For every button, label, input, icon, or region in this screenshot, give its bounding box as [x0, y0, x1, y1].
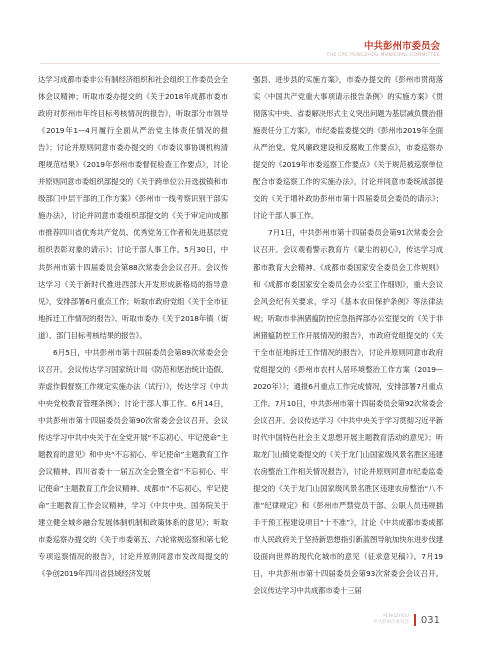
footer-brand-line1: PENGZHOU [383, 614, 409, 619]
header-subtitle: THE CPC PENGZHOU MUNICIPAL COMMITTEE [326, 53, 440, 58]
paragraph: 强县、进步县的实施方案》，市委办提交的《彭州市贯彻落实〈中国共产党重大事项请示报告条例〉的实施方案》《贯彻落实中央、省委解决形式主义突出问题为基层减负暨治措施责任分工方案》，市纪委监委提交的《彭州市2019年全面从严治党、党风廉政建设和反腐败工作要点》，市委巡察办提交的《2019年市委巡察工作要点》《关于规范被巡察单位配合市委巡察工作的实施办法》，讨论并同意市委统战部提交的《关于增补政协彭州市第十四届委员会委员的请示》；讨论干部人事工作。 [253, 75, 443, 221]
right-column [253, 71, 443, 599]
page-header [326, 41, 440, 59]
header-title: 中共彭州市委员会 [363, 41, 440, 52]
footer-brand [373, 614, 409, 626]
paragraph: 6月5日，中共彭州市第十四届委员会第89次常委会会议召开。会议传达学习国家统计局《防范和惩治统计造假、弄虚作假督察工作规定实施办法（试行）》，传达学习《中共中央党校教育管理条例》；讨论干部人事工作。6月14日，中共彭州市第十四届委员会第90次常委会会议召开。会议传达学习中共中央关于在全党开展“不忘初心、牢记使命”主题教育的意见》和中央“不忘初心、牢记使命”主题教育工作会议精神、四川省委十一届五次全会暨全省“不忘初心、牢记使命”主题教育工作会议精神、成都市“不忘初心、牢记使命”主题教育工作会议精神，学习《中共中央、国务院关于建立健全城乡融合发展体制机制和政策体系的意见》；听取市委巡察办提交的《关于市委第五、六轮常规巡察和第七轮专项巡察情况的报告》，讨论并原则同意市发改局提交的《争创2019年四川省县域经济发展 [38, 347, 228, 579]
page-number: 031 [420, 614, 440, 626]
footer-brand-line2: 中共彭州市委员会 [372, 620, 409, 625]
paragraph: 7月1日，中共彭州市第十四届委员会第91次常委会会议召开。会议观看警示教育片《蒙尘的初心》，传达学习成都市教育大会精神、《成都市委国家安全委员会工作规则》和《成都市委国家安全委员会办公室工作细则》，重大会议会风会纪有关要求，学习《基本农田保护条例》等法律法规；听取市非洲猪瘟防控应急指挥部办公室提交的《关于非洲猪瘟防控工作开展情况的报告》，市政府党组提交的《关于全市征地拆迁工作情况的报告》，讨论并原则同意市政府党组提交的《彭州市农村人居环境整治工作方案（2019—2020年）》；通报6月重点工作完成情况，安排部署7月重点工作。7月10日，中共彭州市第十四届委员会第92次常委会会议召开。会议传达学习《中共中央关于学习贯彻习近平新时代中国特色社会主义思想开展主题教育活动的意见》；听取龙门山镇党委提交的《关于龙门山国家级风景名胜区违建农房整治工作相关情况报告》，讨论并原则同意市纪委监委提交的《关于龙门山国家级风景名胜区违建农房整治“八不准”纪律规定》和《彭州市严禁党员干部、公职人员违规插手干预工程建设项目“十不准”》，讨论《中共成都市委成都市人民政府关于坚持新思想指引新蓝图导航加快东进步伐建设面向世界的现代化城市的意见（征求意见稿）》。7月19日，中共彭州市第十四届委员会第93次常委会会议召开。会议传达学习中共成都市委十三届 [253, 228, 443, 596]
left-column [38, 71, 228, 582]
paragraph: 达学习成都市委非公有制经济组织和社会组织工作委员会全体会议精神；听取市委办提交的《关于2018年成都市委市政府对彭州市年终目标考核情况的报告》，听取部分市领导《2019年1—4月履行全面从严治党主体责任情况的报告》；讨论并原则同意市委办提交的《市委议事协调机构清理规范结果》《2019年彭州市委督促检查工作要点》，讨论并原则同意市委组织部提交的《关于跨单位公开选拔镇和市级部门中层干部的工作方案》《彭州市一线考察识别干部实施办法》，讨论并同意市委组织部提交的《关于审定向成都市推荐四川省优秀共产党员、优秀党务工作者和先进基层党组织表彰对象的请示》；讨论干部人事工作。5月30日，中共彭州市第十四届委员会第88次常委会会议召开。会议传达学习《关于新时代推进西部大开发形成新格局的指导意见》，安排部署6月重点工作；听取市政府党组《关于全市征地拆迁工作情况的报告》、听取市委办《关于2018年镇（街道）、部门目标考核结果的报告》。 [38, 75, 228, 340]
header-divider [40, 63, 440, 64]
page-footer [373, 614, 440, 626]
footer-accent-bar [414, 614, 416, 626]
